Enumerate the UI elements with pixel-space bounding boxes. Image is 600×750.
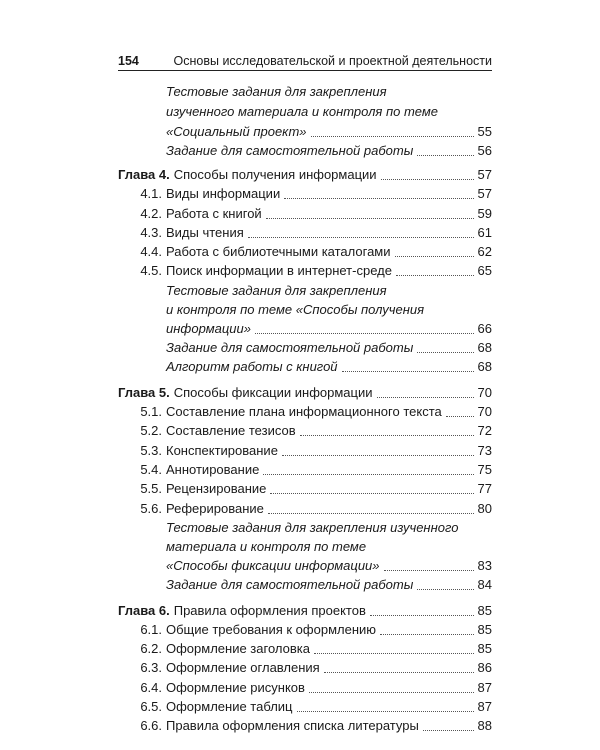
toc-entry-title: «Социальный проект» [166, 124, 307, 139]
section-number: 4.1. [140, 186, 162, 201]
section-title: Общие требования к оформлению [166, 622, 377, 637]
chapter-title: Правила оформления проектов [173, 603, 366, 618]
section-title: Оформление оглавления [166, 660, 320, 675]
section-title: Реферирование [166, 501, 264, 516]
section-title: Конспектирование [166, 443, 278, 458]
leader-dots [268, 513, 474, 514]
section-page: 87 [477, 699, 492, 714]
leader-dots [314, 653, 474, 654]
chapter-label: Глава 4. [118, 167, 170, 182]
leader-dots [380, 634, 474, 635]
section-entry[interactable] [118, 403, 492, 421]
chapter-6-entry[interactable] [118, 602, 492, 620]
toc-entry-page: 68 [477, 359, 492, 374]
leader-dots [324, 672, 474, 673]
section-page: 88 [477, 718, 492, 733]
section-number: 4.4. [140, 244, 162, 259]
section-title: Виды информации [166, 186, 281, 201]
section-title: Составление тезисов [166, 423, 296, 438]
header-rule [118, 70, 492, 71]
leader-dots [282, 455, 474, 456]
chapter-page: 85 [477, 603, 492, 618]
leader-dots [342, 371, 474, 372]
leader-dots [417, 155, 473, 156]
section-page: 70 [477, 404, 492, 419]
section-entry[interactable] [118, 659, 492, 677]
toc-entry-page: 55 [477, 124, 492, 139]
section-page: 77 [477, 481, 492, 496]
toc-text-line: и контроля по теме «Способы получения [166, 302, 425, 317]
toc-entry-page: 83 [477, 558, 492, 573]
leader-dots [370, 615, 474, 616]
page-number: 154 [118, 54, 139, 68]
toc-entry[interactable] [118, 358, 492, 376]
section-page: 62 [477, 244, 492, 259]
section-entry[interactable] [118, 262, 492, 280]
toc-text-line: материала и контроля по теме [166, 539, 367, 554]
leader-dots [255, 333, 474, 334]
section-page: 85 [477, 622, 492, 637]
toc-entry-title: Алгоритм работы с книгой [166, 359, 338, 374]
section-entry[interactable] [118, 480, 492, 498]
section-entry[interactable] [118, 224, 492, 242]
section-number: 6.2. [140, 641, 162, 656]
toc-entry-page: 66 [477, 321, 492, 336]
section-page: 59 [477, 206, 492, 221]
section-entry[interactable] [118, 442, 492, 460]
section-number: 6.3. [140, 660, 162, 675]
section-title: Составление плана информационного текста [166, 404, 442, 419]
section-page: 80 [477, 501, 492, 516]
section-title: Правила оформления списка литературы [166, 718, 419, 733]
section-number: 5.1. [140, 404, 162, 419]
section-page: 57 [477, 186, 492, 201]
toc-entry-title: информации» [166, 321, 251, 336]
chapter-label: Глава 6. [118, 603, 170, 618]
section-title: Виды чтения [166, 225, 244, 240]
leader-dots [377, 397, 474, 398]
leader-dots [446, 416, 474, 417]
section-title: Аннотирование [166, 462, 260, 477]
leader-dots [270, 493, 473, 494]
leader-dots [284, 198, 473, 199]
leader-dots [396, 275, 474, 276]
section-page: 72 [477, 423, 492, 438]
section-number: 5.2. [140, 423, 162, 438]
leader-dots [395, 256, 474, 257]
leader-dots [417, 589, 473, 590]
toc-entry-page: 56 [477, 143, 492, 158]
toc-entry-title: «Способы фиксации информации» [166, 558, 380, 573]
section-title: Рецензирование [166, 481, 267, 496]
section-entry[interactable] [118, 422, 492, 440]
chapter-label: Глава 5. [118, 385, 170, 400]
section-entry[interactable] [118, 717, 492, 735]
toc-entry[interactable] [118, 576, 492, 594]
section-entry[interactable] [118, 698, 492, 716]
section-number: 5.6. [140, 501, 162, 516]
leader-dots [263, 474, 473, 475]
toc-entry-title: Задание для самостоятельной работы [166, 577, 414, 592]
section-title: Оформление рисунков [166, 680, 305, 695]
section-number: 4.3. [140, 225, 162, 240]
leader-dots [311, 136, 474, 137]
leader-dots [297, 711, 474, 712]
section-number: 6.4. [140, 680, 162, 695]
section-entry[interactable] [118, 621, 492, 639]
section-entry[interactable] [118, 205, 492, 223]
section-entry[interactable] [118, 461, 492, 479]
leader-dots [384, 570, 474, 571]
toc-entry-page: 68 [477, 340, 492, 355]
section-number: 6.5. [140, 699, 162, 714]
toc-entry[interactable] [118, 123, 492, 141]
section-entry[interactable] [118, 500, 492, 518]
toc-entry[interactable] [118, 320, 492, 338]
toc-entry-title: Задание для самостоятельной работы [166, 340, 414, 355]
section-page: 75 [477, 462, 492, 477]
leader-dots [417, 352, 473, 353]
leader-dots [309, 692, 474, 693]
section-page: 61 [477, 225, 492, 240]
section-title: Поиск информации в интернет-среде [166, 263, 392, 278]
leader-dots [248, 237, 474, 238]
section-number: 4.5. [140, 263, 162, 278]
section-number: 5.4. [140, 462, 162, 477]
page-header [118, 46, 492, 68]
section-number: 6.6. [140, 718, 162, 733]
chapter-page: 57 [477, 167, 492, 182]
leader-dots [423, 730, 474, 731]
section-entry[interactable] [118, 640, 492, 658]
toc-text-line: изученного материала и контроля по теме [166, 104, 439, 119]
toc-entry[interactable] [118, 339, 492, 357]
chapter-title: Способы получения информации [173, 167, 377, 182]
chapter-4-entry[interactable] [118, 166, 492, 184]
toc-entry-title: Задание для самостоятельной работы [166, 143, 414, 158]
leader-dots [381, 179, 474, 180]
section-page: 86 [477, 660, 492, 675]
section-number: 5.3. [140, 443, 162, 458]
leader-dots [300, 435, 474, 436]
chapter-page: 70 [477, 385, 492, 400]
leader-dots [266, 218, 474, 219]
toc-entry[interactable] [118, 142, 492, 160]
toc-text-line: Тестовые задания для закрепления изученного [166, 520, 459, 535]
section-page: 87 [477, 680, 492, 695]
section-title: Оформление заголовка [166, 641, 310, 656]
section-title: Оформление таблиц [166, 699, 293, 714]
section-entry[interactable] [118, 243, 492, 261]
toc-entry-page: 84 [477, 577, 492, 592]
section-title: Работа с библиотечными каталогами [166, 244, 391, 259]
section-entry[interactable] [118, 679, 492, 697]
toc-text-line: Тестовые задания для закрепления [166, 84, 387, 99]
section-entry[interactable] [118, 185, 492, 203]
toc-text-line: Тестовые задания для закрепления [166, 283, 387, 298]
section-page: 85 [477, 641, 492, 656]
section-number: 6.1. [140, 622, 162, 637]
section-page: 65 [477, 263, 492, 278]
section-title: Работа с книгой [166, 206, 262, 221]
chapter-5-entry[interactable] [118, 384, 492, 402]
running-title: Основы исследовательской и проектной деятельности [173, 54, 492, 68]
toc-entry[interactable] [118, 557, 492, 575]
section-page: 73 [477, 443, 492, 458]
section-number: 5.5. [140, 481, 162, 496]
chapter-title: Способы фиксации информации [173, 385, 373, 400]
section-number: 4.2. [140, 206, 162, 221]
